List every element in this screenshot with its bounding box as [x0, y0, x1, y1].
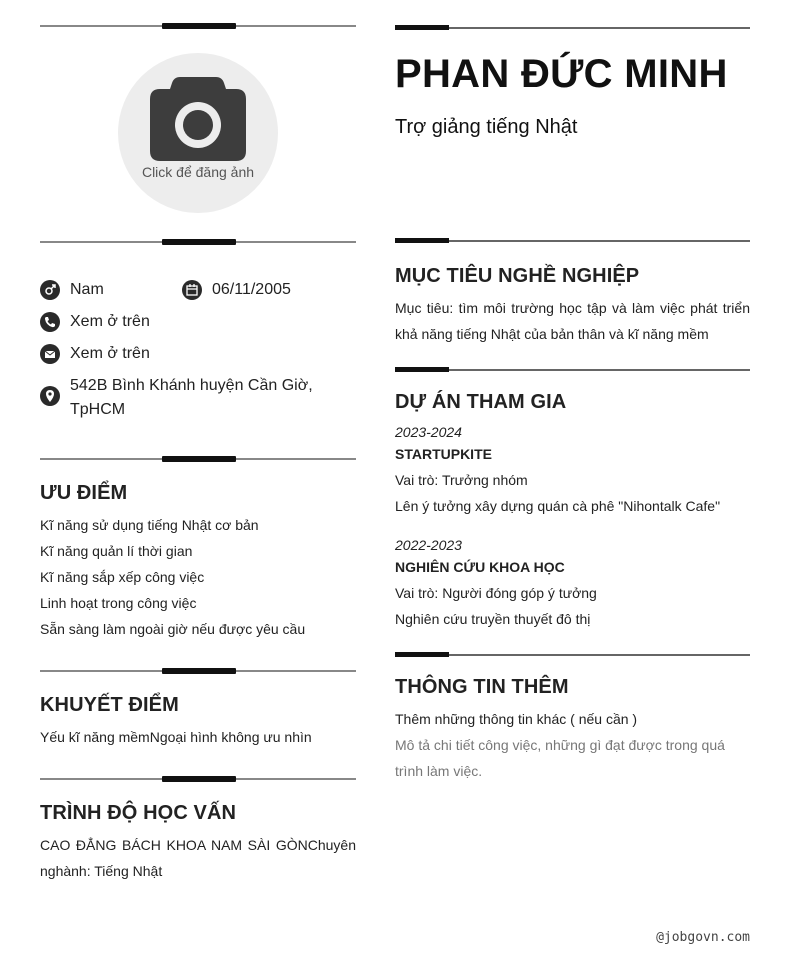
gender-value: Nam	[70, 281, 104, 298]
project-item	[395, 532, 750, 632]
full-name: PHAN ĐỨC MINH	[395, 52, 728, 96]
project-period: 2023-2024	[395, 424, 462, 440]
location-pin-icon	[40, 386, 60, 406]
divider	[40, 777, 356, 781]
gender-row	[40, 278, 104, 302]
extra-line1: Thêm những thông tin khác ( nếu cần )	[395, 711, 638, 727]
list-item: Kĩ năng sắp xếp công việc	[40, 569, 205, 585]
objective-title: MỤC TIÊU NGHỀ NGHIỆP	[395, 265, 640, 287]
list-item: Sẵn sàng làm ngoài giờ nếu được yêu cầu	[40, 621, 306, 637]
address-row	[40, 374, 330, 422]
divider	[395, 26, 750, 30]
extra-line2: Mô tả chi tiết công việc, những gì đạt được trong quá trình làm việc.	[395, 737, 725, 779]
weaknesses-title: KHUYẾT ĐIỂM	[40, 694, 179, 716]
divider	[395, 239, 750, 243]
divider	[395, 653, 750, 657]
education-text: CAO ĐẲNG BÁCH KHOA NAM SÀI GÒNChuyên nghành: Tiếng Nhật	[40, 837, 356, 879]
phone-icon	[40, 312, 60, 332]
project-desc: Lên ý tưởng xây dựng quán cà phê "Nihontalk Cafe"	[395, 498, 721, 514]
job-role: Trợ giảng tiếng Nhật	[395, 116, 578, 138]
avatar-caption: Click để đăng ảnh	[141, 164, 255, 180]
phone-value: Xem ở trên	[70, 313, 150, 330]
project-name: STARTUPKITE	[395, 446, 492, 462]
mail-icon	[40, 344, 60, 364]
project-item	[395, 419, 750, 519]
objective-text: Mục tiêu: tìm môi trường học tập và làm việc phát triển khả năng tiếng Nhật của bản thân và kĩ năng mềm	[395, 300, 750, 342]
divider	[40, 669, 356, 673]
project-role: Vai trò: Người đóng góp ý tưởng	[395, 585, 597, 601]
extra-title: THÔNG TIN THÊM	[395, 676, 569, 698]
project-name: NGHIÊN CỨU KHOA HỌC	[395, 559, 565, 575]
camera-icon	[150, 77, 246, 161]
list-item: Kĩ năng quản lí thời gian	[40, 543, 193, 559]
project-desc: Nghiên cứu truyền thuyết đô thị	[395, 611, 591, 627]
weaknesses-text: Yếu kĩ năng mềmNgoại hình không ưu nhìn	[40, 729, 312, 745]
gender-icon	[40, 280, 60, 300]
email-row	[40, 342, 150, 366]
address-value: 542B Bình Khánh huyện Cần Giờ, TpHCM	[70, 377, 313, 418]
watermark: @jobgovn.com	[656, 930, 750, 945]
dob-value: 06/11/2005	[212, 281, 291, 298]
strengths-title: ƯU ĐIỂM	[40, 482, 128, 504]
project-role: Vai trò: Trưởng nhóm	[395, 472, 528, 488]
list-item: Kĩ năng sử dụng tiếng Nhật cơ bản	[40, 517, 259, 533]
email-value: Xem ở trên	[70, 345, 150, 362]
education-title: TRÌNH ĐỘ HỌC VẤN	[40, 802, 237, 824]
list-item: Linh hoạt trong công việc	[40, 595, 197, 611]
calendar-icon	[182, 280, 202, 300]
divider	[40, 24, 356, 28]
divider	[40, 457, 356, 461]
dob-row	[182, 278, 291, 302]
divider	[395, 368, 750, 372]
avatar-upload[interactable]	[118, 53, 278, 213]
project-period: 2022-2023	[395, 537, 462, 553]
strengths-list	[40, 512, 356, 642]
divider	[40, 240, 356, 244]
phone-row	[40, 310, 150, 334]
projects-title: DỰ ÁN THAM GIA	[395, 391, 567, 413]
